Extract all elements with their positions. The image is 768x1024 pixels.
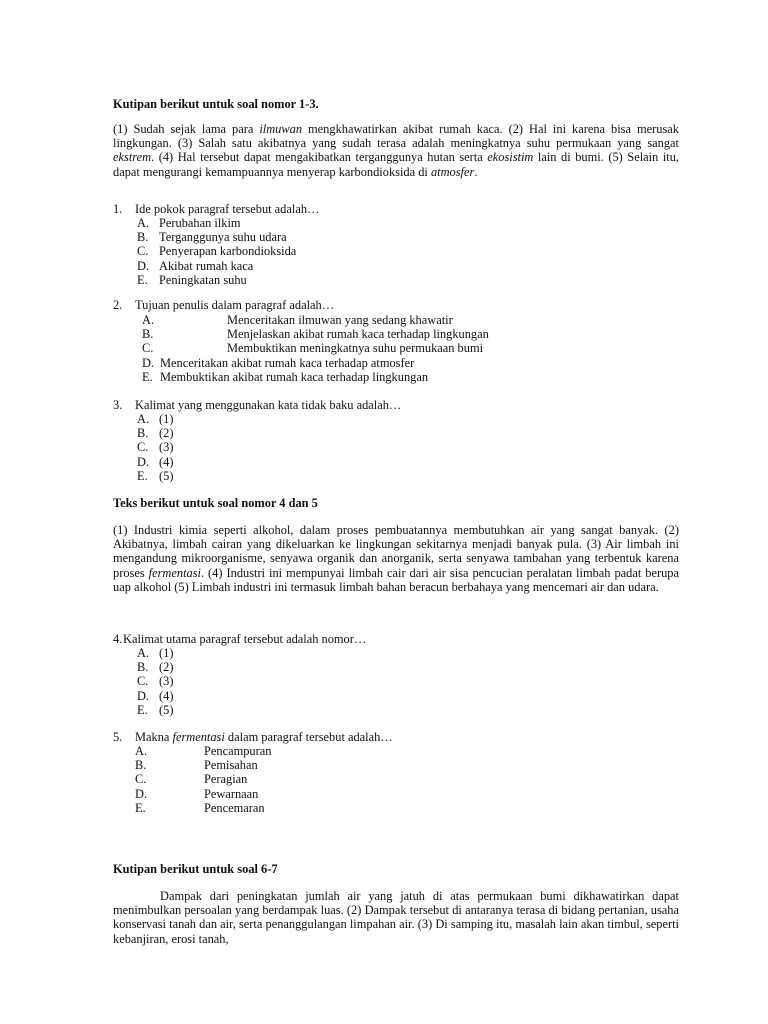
option-text: Peningkatan suhu	[159, 272, 247, 287]
paragraph-text: lain di bumi. (5) Selain itu, dapat mengurangi kemampuannya menyerap karbondioksida di	[113, 150, 679, 179]
option-text: (4)	[159, 688, 174, 703]
option-text: Menceritakan ilmuwan yang sedang khawatir	[227, 313, 453, 327]
italic-term: ilmuwan	[259, 122, 303, 136]
question-text	[135, 730, 393, 744]
option-letter: D.	[137, 258, 150, 273]
question-text: Tujuan penulis dalam paragraf adalah…	[135, 298, 335, 312]
option-text: Akibat rumah kaca	[159, 258, 254, 273]
option-text: Menceritakan akibat rumah kaca terhadap atmosfer	[160, 355, 415, 370]
question-text: Kalimat utama paragraf tersebut adalah nomor…	[123, 632, 367, 646]
option-letter: A.	[135, 744, 148, 758]
paragraph-text: . (4) Industri ini mempunyai limbah cair dari air sisa pencucian peralatan limbah padat berupa uap alkohol (5) Limbah industri ini termasuk limbah bahan beracun berbahaya yang mencemari air dan udara.	[113, 565, 679, 594]
passage-paragraph	[113, 523, 679, 594]
option-text: Membuktikan akibat rumah kaca terhadap lingkungan	[160, 369, 429, 384]
option-text: (2)	[159, 660, 174, 675]
italic-term: ekstrem	[113, 150, 152, 165]
question-text: Ide pokok paragraf tersebut adalah…	[135, 202, 320, 216]
section-heading: Teks berikut untuk soal nomor 4 dan 5	[113, 496, 318, 510]
question-number: 2.	[113, 298, 123, 312]
option-letter: A.	[137, 216, 150, 230]
option-letter: A.	[137, 412, 150, 426]
paragraph-text: mengkhawatirkan akibat rumah kaca. (2) Hal ini karena bisa merusak lingkungan. (3) Salah satu akibatnya yang sudah terasa adalah meningkatnya suhu permukaan yang sangat	[113, 122, 679, 151]
option-text: (5)	[159, 468, 174, 483]
italic-term: ekosistim	[487, 150, 534, 165]
question-text: Kalimat yang menggunakan kata tidak baku adalah…	[135, 398, 402, 412]
option-letter: D.	[137, 688, 150, 703]
option-letter: B.	[137, 426, 149, 441]
paragraph-text: .	[474, 164, 478, 179]
option-letter: C.	[135, 772, 147, 787]
question-number: 5.	[113, 730, 123, 744]
option-letter: D.	[137, 454, 150, 469]
option-letter: C.	[137, 440, 149, 455]
passage-paragraph	[113, 122, 679, 179]
option-text: (4)	[159, 454, 174, 469]
paragraph-text: . (4) Hal tersebut dapat mengakibatkan terganggunya hutan serta	[151, 150, 488, 165]
question-number: 4.	[113, 632, 123, 646]
option-letter: E.	[137, 702, 148, 717]
option-letter: B.	[135, 758, 147, 773]
paragraph-text: Dampak dari peningkatan jumlah air yang jatuh di atas permukaan bumi dikhawatirkan dapat menimbulkan persoalan yang berdampak luas. (2) Dampak tersebut di antaranya terasa di bidang pertanian, usaha konservasi tanah dan air, serta penanggulangan limpahan air. (3) Di samping itu, masalah lain akan timbul, seperti kebanjiran, erosi tanah,	[113, 889, 679, 946]
question-text-part: dalam paragraf tersebut adalah…	[224, 730, 393, 744]
option-letter: A.	[142, 313, 155, 327]
option-letter: B.	[137, 230, 149, 245]
option-letter: E.	[137, 272, 148, 287]
option-letter: D.	[142, 355, 155, 370]
italic-term: atmosfer	[430, 164, 475, 179]
option-letter: C.	[142, 341, 154, 356]
italic-term: fermentasi	[148, 565, 201, 580]
option-text: Terganggunya suhu udara	[159, 230, 287, 245]
option-text: Menjelaskan akibat rumah kaca terhadap lingkungan	[227, 327, 489, 342]
option-text: Peragian	[204, 772, 248, 787]
option-letter: E.	[142, 369, 153, 384]
question-number: 3.	[113, 398, 123, 412]
passage-paragraph	[113, 889, 679, 946]
option-text: (1)	[159, 412, 174, 426]
option-text: Pencemaran	[204, 800, 265, 815]
option-letter: B.	[142, 327, 154, 342]
option-text: (2)	[159, 426, 174, 441]
option-text: (3)	[159, 674, 174, 689]
question-text-italic: fermentasi	[172, 730, 225, 744]
question-text-part: Makna	[135, 730, 173, 744]
paragraph-text: (1) Industri kimia seperti alkohol, dalam proses pembuatannya membutuhkan air yang sangat banyak. (2) Akibatnya, limbah cairan yang dikeluarkan ke lingkungan sekitarnya menjadi banyak pula. (3) Air limbah ini mengandung mikroorganisme, senyawa organik dan anorganik, serta senyawa tambahan yang terbentuk karena proses	[113, 523, 679, 580]
paragraph-text: (1) Sudah sejak lama para	[113, 122, 260, 136]
question-number: 1.	[113, 202, 123, 216]
option-letter: B.	[137, 660, 149, 675]
option-text: (1)	[159, 646, 174, 660]
option-letter: E.	[135, 800, 146, 815]
option-text: Pemisahan	[204, 758, 258, 773]
option-text: (3)	[159, 440, 174, 455]
option-letter: C.	[137, 674, 149, 689]
option-text: Membuktikan meningkatnya suhu permukaan bumi	[227, 341, 484, 356]
option-text: (5)	[159, 702, 174, 717]
section-heading: Kutipan berikut untuk soal nomor 1-3.	[113, 97, 319, 111]
option-letter: E.	[137, 468, 148, 483]
option-text: Perubahan ilkim	[159, 216, 241, 230]
option-text: Penyerapan karbondioksida	[159, 244, 297, 259]
option-letter: D.	[135, 786, 148, 801]
option-text: Pencampuran	[204, 744, 272, 758]
option-letter: A.	[137, 646, 150, 660]
option-text: Pewarnaan	[204, 786, 259, 801]
section-heading: Kutipan berikut untuk soal 6-7	[113, 862, 278, 876]
option-letter: C.	[137, 244, 149, 259]
